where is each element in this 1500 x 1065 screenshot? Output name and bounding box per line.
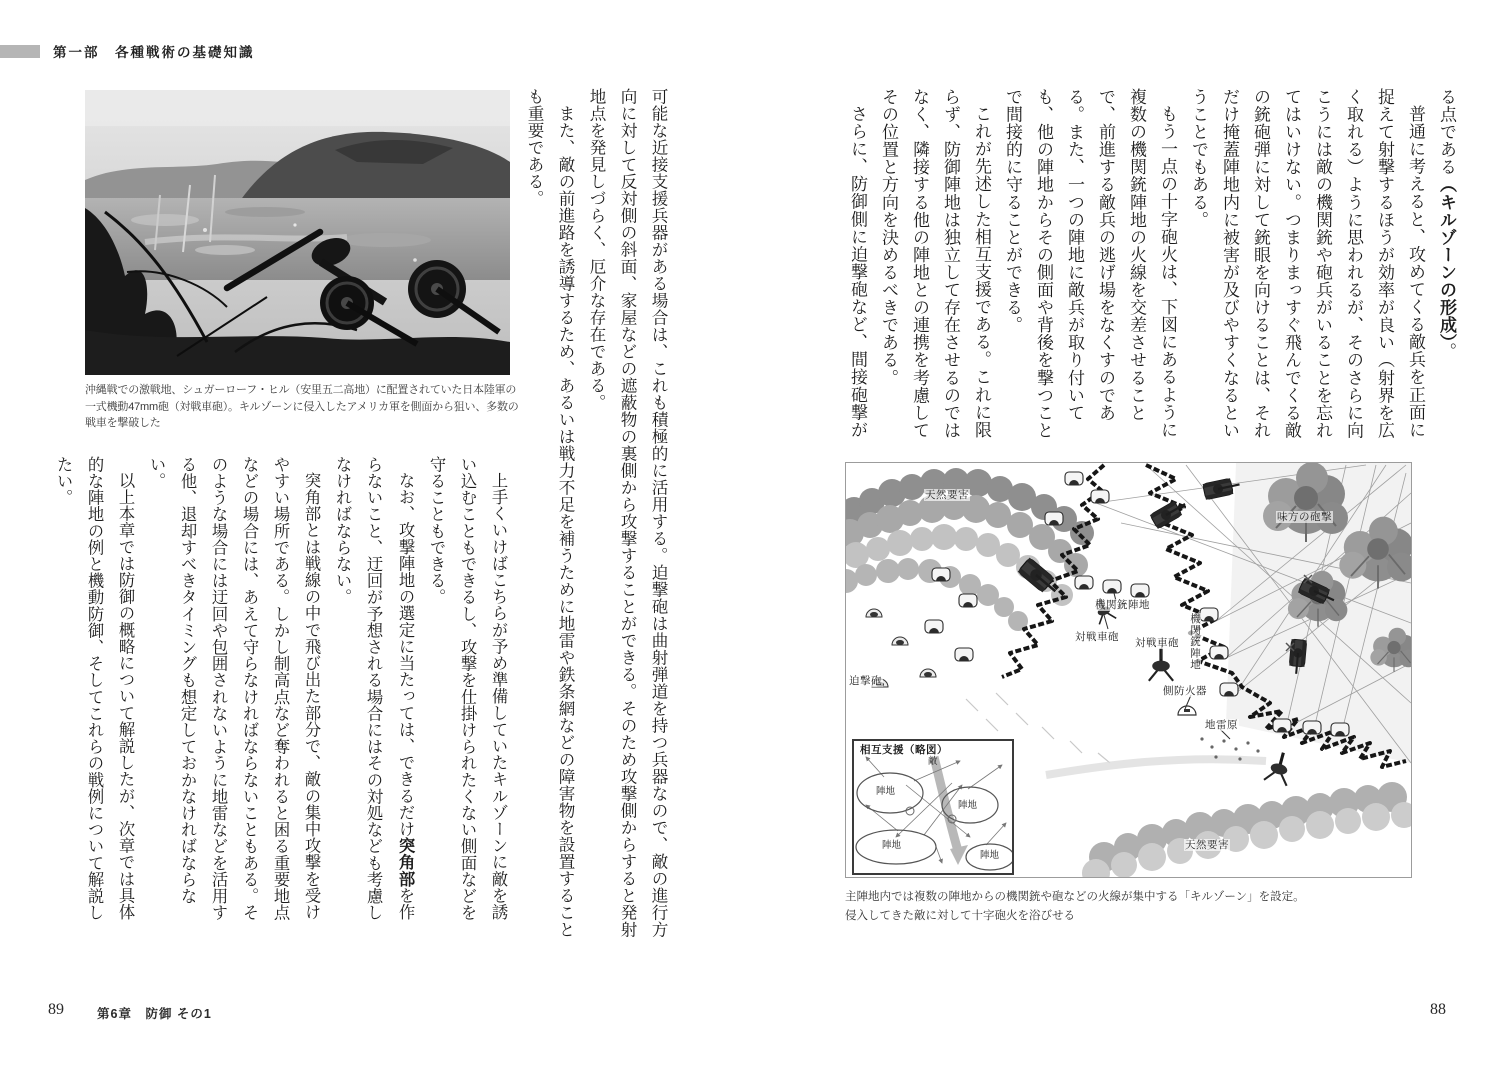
diagram-caption-line2: 侵入してきた敵に対して十字砲火を浴びせる (845, 910, 1075, 922)
label-mg-position-1: 機関銃陣地 (1095, 599, 1150, 611)
paragraph: これが先述した相互支援である。これに限らず、防御陣地は独立して存在させるのではなく、隣接する他の陣地との連携を考慮してその位置と方向を決めるべきである。 (879, 88, 991, 439)
emphasis-term: 突角部 (396, 837, 414, 888)
inset-title: 相互支援（略図） (860, 744, 948, 756)
label-at-gun-1: 対戦車砲 (1075, 631, 1119, 643)
paragraph: また、敵の前進路を誘導するため、あるいは戦力不足を補うために地雷や鉄条網などの障害物を設置することも重要である。 (525, 88, 575, 938)
paragraph: 普通に考えると、攻めてくる敵兵を正面に捉えて射撃するほうが効率が良い（射界を広く取れる）ように思われるが、そのさらに向こうには敵の機関銃や砲兵がいることを忘れてはいけない。つまりまっすぐ飛んでくる敵の銃砲弾に対して銃眼を向けることは、それだけ掩蓋陣地内に被害が及びやすくなるということでもある。 (1189, 88, 1425, 439)
label-position: 陣地 (876, 786, 896, 797)
diagram-caption-line1: 主陣地内では複数の陣地からの機関銃や砲などの火線が集中する「キルゾーン」を設定。 (845, 891, 1305, 903)
paragraph: 可能な近接支援兵器がある場合は、これも積極的に活用する。迫撃砲は曲射弾道を持つ兵器なので、敵の進行方向に対して反対側の斜面、家屋などの遮蔽物の裏側から攻撃することができる。そのため攻撃側からすると発射地点を発見しづらく、厄介な存在である。 (587, 88, 668, 938)
left-page-lower-text (44, 456, 514, 922)
label-enemy: 敵 (928, 756, 938, 767)
label-position: 陣地 (958, 800, 978, 811)
chapter-footer: 第6章 防御 その1 (97, 1007, 212, 1021)
mutual-support-inset (852, 739, 1014, 875)
battlefield-photo-art (85, 90, 510, 375)
page-number-left: 89 (48, 1001, 64, 1018)
paragraph: 上手くいけばこちらが予め準備していたキルゾーンに敵を誘い込むこともできるし、攻撃を仕掛けられたくない側面などを守ることもできる。 (427, 456, 508, 921)
paragraph: 突角部とは戦線の中で飛び出た部分で、敵の集中攻撃を受けやすい場所である。しかし制高点など奪われると困る重要地点などの場合には、あえて守らなければならないこともある。そのような場合には迂回や包囲されないように地雷などを活用する他、退却すべきタイミングも想定しておかなければならない。 (147, 456, 321, 921)
label-friendly-bombardment: 味方の砲撃 (1277, 511, 1332, 523)
label-natural-barrier-top: 天然要害 (925, 489, 969, 501)
killzone-diagram (845, 462, 1412, 878)
label-flank-weapon: 側防火器 (1163, 685, 1207, 697)
paragraph: る点である（キルゾーンの形成）。 (1437, 88, 1456, 361)
emphasis-term: （キルゾーンの形成） (1437, 175, 1456, 343)
label-mg-position-2: 機関銃陣地 (1189, 613, 1201, 671)
running-head: 第一部 各種戦術の基礎知識 (53, 45, 255, 60)
page-number-right: 88 (1430, 1001, 1446, 1018)
paragraph: なお、攻撃陣地の選定に当たっては、できるだけ突角部を作らないこと、迂回が予想される場合にはその対処なども考慮しなければならない。 (333, 456, 415, 921)
label-at-gun-2: 対戦車砲 (1135, 637, 1179, 649)
label-natural-barrier-bottom: 天然要害 (1185, 839, 1229, 851)
right-page-column-text (802, 88, 1462, 440)
label-position: 陣地 (980, 850, 1000, 861)
paragraph: 以上本章では防御の概略について解説したが、次章では具体的な陣地の例と機動防御、そしてこれらの戦例について解説したい。 (54, 456, 135, 921)
section-marker-bar (0, 45, 40, 58)
label-mortar: 迫撃砲 (849, 675, 882, 687)
battlefield-photo (85, 90, 510, 375)
label-position: 陣地 (882, 840, 902, 851)
label-minefield: 地雷原 (1205, 719, 1238, 731)
photo-caption: 沖縄戦での激戦地、シュガーローフ・ヒル（安里五二高地）に配置されていた日本陸軍の一式機動47mm砲（対戦車砲）。キルゾーンに侵入したアメリカ軍を側面から狙い、多数の戦車を撃破した (85, 384, 519, 429)
paragraph: さらに、防御側に迫撃砲など、間接砲撃が (848, 105, 867, 439)
paragraph: もう一点の十字砲火は、下図にあるように複数の機関銃陣地の火線を交差させることで、前進する敵兵の逃げ場をなくすのである。また、一つの陣地に敵兵が取り付いても、他の陣地からその側面や背後を撃つことで間接的に守ることができる。 (1003, 88, 1177, 439)
